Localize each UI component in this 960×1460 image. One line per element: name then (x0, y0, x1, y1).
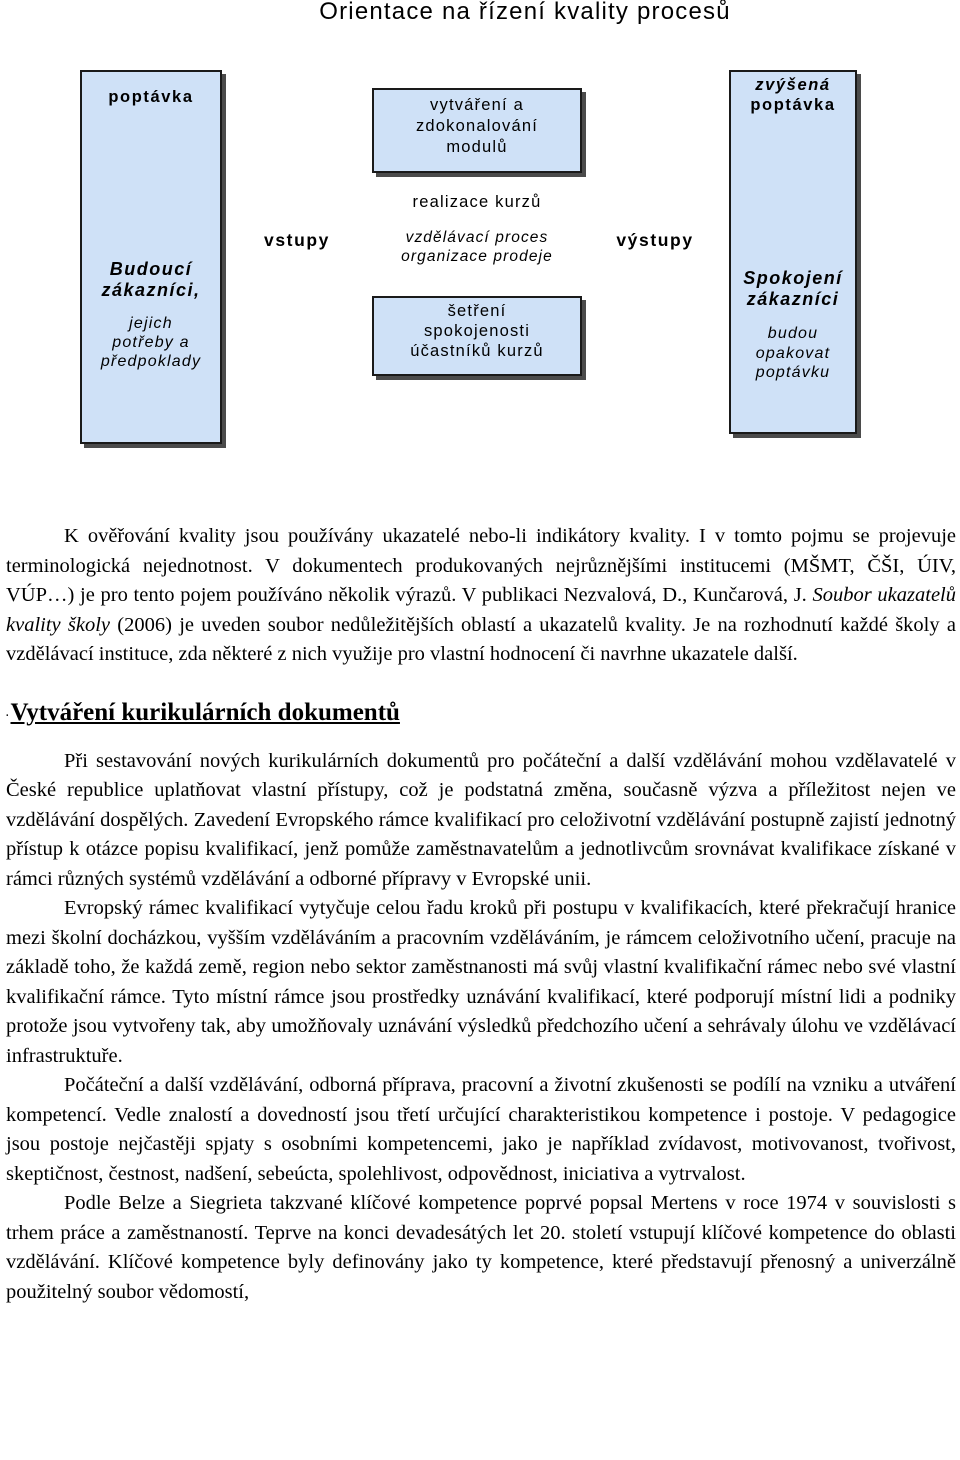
future-customers-box (80, 70, 222, 444)
paragraph-indicators-end: (2006) je uveden soubor nedůležitějších oblastí a ukazatelů kvality. Je na rozhodnutí každé školy a vzdělávací instituce, zda některé z nich využije pro vlastní hodnocení či navrhne ukazatele další. (6, 613, 956, 665)
section-heading (6, 698, 956, 729)
quality-process-diagram (0, 0, 960, 470)
module-development-line-3: modulů (446, 138, 508, 156)
satisfaction-survey-box (372, 296, 582, 376)
increased-demand-line-2: poptávka (750, 96, 836, 114)
paragraph-indicators (6, 522, 956, 670)
section-heading-text: Vytváření kurikulárních dokumentů (10, 698, 400, 726)
paragraph-eqf: Evropský rámec kvalifikací vytyčuje celou řadu kroků při postupu v kvalifikacích, které překračují hranice mezi školní docházkou, vyšším vzděláváním a pracovním vzděláváním, je rámcem celoživotního učení, pracuje na základě toho, že každá země, region nebo sektor zaměstnanosti má svůj vlastní kvalifikační rámec nebo své vlastní kvalifikační rámce. Tyto místní rámce jsou prostředky uznávání kvalifikací, které podporují místní lidi a podniky protože jsou vytvořeny tak, aby umožňovaly uznávání výsledků předchozího učení a sehrávaly úlohu ve vzdělávací infrastruktuře. (6, 897, 956, 1067)
educational-process-label: vzdělávací proces (405, 229, 549, 246)
document-body (6, 522, 956, 1307)
outputs-label: výstupy (616, 230, 694, 250)
inputs-label: vstupy (263, 230, 330, 250)
satisfied-customers-body-2: opakovat (755, 345, 831, 362)
publication-title: Soubor ukazatelů kvality školy (6, 584, 956, 636)
module-development-line-1: vytváření a (430, 96, 524, 114)
future-customers-title-2: zákazníci, (101, 280, 201, 300)
satisfaction-survey-line-2: spokojenosti (423, 322, 531, 340)
satisfied-customers-box (729, 70, 857, 434)
diagram-title: Orientace na řízení kvality procesů (319, 0, 731, 25)
paragraph-competences: Počáteční a další vzdělávání, odborná příprava, pracovní a životní zkušenosti se podílí na vzniku a utváření kompetencí. Vedle znalostí a dovedností jsou třetí určující charakteristikou kompetence i postoje. V pedagogice jsou postoje nejčastěji spjaty s osobními kompetencemi, jako je například zvídavost, motivovanost, tvořivost, skeptičnost, čestnost, nadšení, sebeúcta, spolehlivost, odpovědnost, iniciativa a vytrvalost. (6, 1074, 956, 1185)
heading-marker: . (6, 707, 9, 719)
satisfaction-survey-line-1: šetření (447, 302, 507, 320)
satisfied-customers-body-3: poptávku (755, 364, 831, 381)
increased-demand-line-1: zvýšená (755, 76, 831, 94)
future-customers-body-3: předpoklady (100, 353, 202, 370)
future-customers-body-1: jejich (129, 315, 173, 332)
module-development-box (372, 88, 582, 173)
course-realization-label: realizace kurzů (412, 193, 542, 211)
module-development-line-2: zdokonalování (415, 117, 538, 135)
satisfied-customers-title-2: zákazníci (746, 289, 840, 309)
satisfied-customers-title-1: Spokojení (743, 268, 843, 288)
paragraph-curricula: Při sestavování nových kurikulárních dokumentů pro počáteční a další vzdělávání mohou vzdělavatelé v České republice uplatňovat vlastní přístupy, což je podstatná změna, současně výzva a příležitost nejen ve vzdělávání dospělých. Zavedení Evropského rámce kvalifikací pro celoživotní vzdělávání postupně zajistí jednotný přístup k otázce popisu kvalifikací, jenž pomůže zaměstnavatelům a jednotlivcům srovnávat kvalifikace získané v rámci různých systémů vzdělávání a odborné přípravy v Evropské unii. (6, 749, 956, 890)
paragraph-key-competences: Podle Belze a Siegrieta takzvané klíčové kompetence poprvé popsal Mertens v roce 1974 v souvislosti s trhem práce a zaměstnaností. Teprve na konci devadesátých let 20. století vstupují klíčové kompetence do oblasti vzdělávání. Klíčové kompetence byly definovány jako ty kompetence, které představují přenosný a univerzálně použitelný soubor vědomostí, (6, 1192, 956, 1303)
future-customers-title-1: Budoucí (109, 259, 193, 279)
demand-label: poptávka (108, 88, 194, 106)
paragraph-indicators-text: K ověřování kvality jsou používány ukazatelé nebo-li indikátory kvality. I v tomto pojmu se projevuje terminologická nejednotnost. V dokumentech produkovaných nejrůznějšími institucemi (MŠMT, ČŠI, ÚIV, VÚP…) je pro tento pojem používáno několik výrazů. V publikaci Nezvalová, D., Kunčarová, J. (6, 525, 956, 606)
satisfaction-survey-line-3: účastníků kurzů (410, 342, 544, 360)
satisfied-customers-body-1: budou (767, 325, 819, 342)
future-customers-body-2: potřeby a (112, 334, 190, 351)
sales-organization-label: organizace prodeje (401, 248, 553, 265)
